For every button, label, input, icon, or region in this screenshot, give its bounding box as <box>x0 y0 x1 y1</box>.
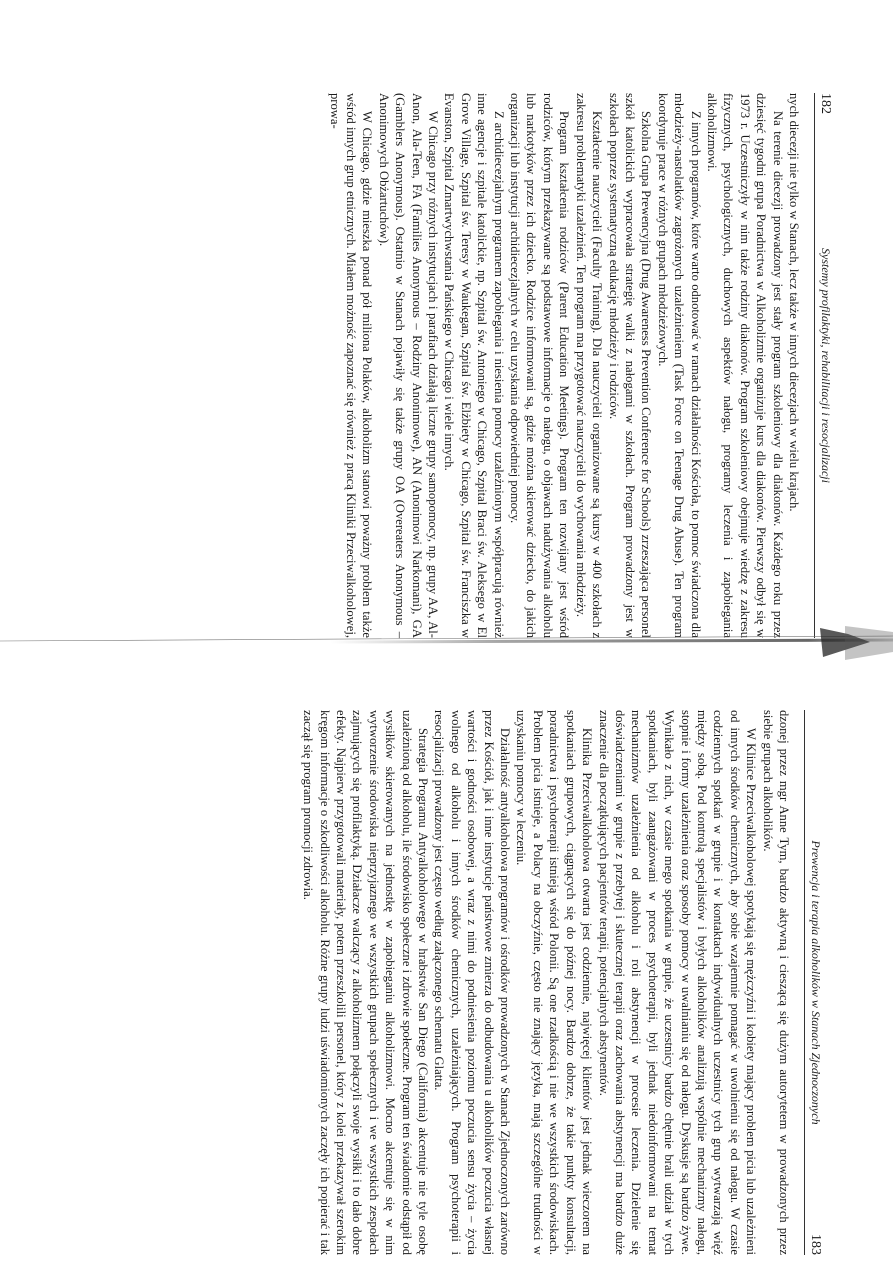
left-running-title: Systemy profilaktyki, rehabilitacji i resocjalizacji <box>819 248 833 483</box>
left-paragraph: Szkolna Grupa Prewencyjna (Drug Awareness Prevention Conference for Schools) zrzeszająca personel szkół katolickich wypracowała strategię walki z nałogami w szkołach. Program prowadzony jest w szkołach poprzez systematyczną edukację młodzieży i rodziców. <box>606 93 654 638</box>
right-running-title: Prewencja i terapia alkoholików w Stanach Zjednoczonych <box>809 840 823 1125</box>
right-paragraph: dzonej przez mgr Anne Tym, bardzo aktywną i cieszącą się dużym autorytetem w prowadzonych przez siebie grupach alkoholików. <box>760 710 791 1255</box>
left-running-head <box>814 93 833 638</box>
right-paragraph: Strategia Programu Antyalkoholowego w hrabstwie San Diego (California) akcentuje nie tyle osobę uzależnioną od alkoholu, ile środowisko społeczne i zdrowie społeczne. Program ten świadomie odstąpił od wysiłków skierowanych na jednostkę w zapobieganiu alkoholizmowi. Mocno akcentuje się w nim wytworzenie środowiska nieprzyjaznego we wszystkich grupach społecznych i we wszystkich zespołach zajmujących się profilaktyką. Działacze walczący z alkoholizmem połączyli swoje wysiłki i to dało dobre efekty. Najpierw przygotowali materiały, potem przeszkolili personel, który z kolei przekazywał szerokim kręgom informacje o szkodliwości alkoholu. Różne grupy ludzi uświadomionych zaczęły ich popierać i tak zaczął się program promocji zdrowia. <box>301 710 431 1255</box>
right-page-number: 183 <box>808 1234 823 1255</box>
left-paragraph: W Chicago, gdzie mieszka ponad pół miliona Polaków, alkoholizm stanowi poważny problem także wśród innych grup etnicznych. Miałem możność zapoznać się również z pracą Kliniki Przeciwalkoholowej, prowa- <box>327 93 375 638</box>
right-paragraph: Działalność antyalkoholowa programów i ośrodków prowadzonych w Stanach Zjednoczonych zarówno przez Kościół, jak i inne instytucje państwowe zmierza do odbudowania u alkoholików poczucia własnej wartości i godności osobowej, a wraz z nimi do podniesienia poziomu poczucia sensu życia – życia wolnego od alkoholu i innych środków chemicznych, uzależniających. Program psychoterapii i resocjalizacji prowadzony jest często według załączonego schematu Glatta. <box>432 710 513 1255</box>
left-page <box>61 93 833 638</box>
left-paragraph: Z archidiecezjalnym programem zapobiegania i niesienia pomocy uzależnionym współpracują również inne agencje i szpitale katolickie, np. Szpital św. Antoniego w Chicago, Szpital Braci św. Aleksego w El Grove Village, Szpital św. Teresy w Waukegan, Szpital św. Elżbiety w Chicago, Szpital św. Franciszka w Evanston, Szpital Zmartwychwstania Pańskiego w Chicago i wiele innych. <box>442 93 506 638</box>
right-page <box>51 710 823 1255</box>
right-running-head <box>804 710 823 1255</box>
left-paragraph: Na terenie diecezji prowadzony jest stały program szkoleniowy dla diakonów. Każdego roku przez dziesięć tygodni grupa Poradnictwa w Alkoholizmie organizuje kurs dla diakonów. Pierwszy odbył się w 1973 r. Uczestniczyły w nim także rodziny diakonów. Program szkoleniowy obejmuje wiedzę z zakresu fizycznych, psychologicznych, duchowych aspektów nałogu, programy leczenia i zapobiegania alkoholizmowi. <box>704 93 785 638</box>
left-paragraph: Program kształcenia rodziców (Parent Education Meetings). Program ten rozwijany jest wśród rodziców, którym przekazywane są podstawowe informacje o nałogu, o objawach nadużywania alkoholu lub narkotyków przez ich dziecko. Rodzice informowani są, gdzie można skierować dziecko, do jakich organizacji lub instytucji archidiecezjalnych w celu uzyskania odpowiedniej pomocy. <box>508 93 572 638</box>
left-paragraph: Z innych programów, które warto odnotować w ramach działalności Kościoła, to pomoc świadczona dla młodzieży-nastolatków zagrożonych uzależnieniem (Task Force on Teenage Drug Abuse). Ten program koordynuje prace w różnych grupach młodzieżowych. <box>655 93 703 638</box>
left-page-number: 182 <box>818 93 833 114</box>
left-paragraph: Kształcenie nauczycieli (Faculty Training). Dla nauczycieli organizowane są kursy w 400 szkołach z zakresu problematyki uzależnień. Ten program ma przygotować nauczycieli do wychowania młodzieży. <box>573 93 605 638</box>
left-paragraph: W Chicago przy różnych instytucjach i parafiach działają liczne grupy samopomocy, np. grupy AA, Al-Anon, Ala-Teen, FA (Families Anonymous – Rodziny Anonimowe), AN (Anonimowi Narkomani), GA (Gamblers Anonymous). Ostatnio w Stanach pojawiły się także grupy OA (Overeaters Anonymous – Anonimowych Obżartuchów). <box>376 93 441 638</box>
right-paragraph: W Klinice Przeciwalkoholowej spotykają się mężczyźni i kobiety mający problem picia lub uzależnieni od innych środków chemicznych, aby sobie wzajemnie pomagać w uwolnieniu się od nałogu. W czasie codziennych spotkań w grupie i w kontaktach indywidualnych uczestnicy tych grup wytwarzają więź między sobą. Pod kontrolą specjalistów i byłych alkoholików analizują wspólnie mechanizmy nałogu, stopnie i formy uzależnienia oraz sposoby pomocy w uwalnianiu się od nałogu. Dyskusje są bardzo żywe. Wynikało z nich, w czasie mego spotkania w grupie, że uczestnicy bardzo chętnie brali udział w tych spotkaniach, byli zaangażowani w proces psychoterapii, byli jednak niedoinformowani na temat mechanizmów uzależnienia od alkoholu i roli abstynencji w procesie leczenia. Dzielenie się doświadczeniami w grupie z przebytej i skutecznej terapii oraz zachowania abstynencji ma bardzo duże znaczenie dla początkujących pacjentów terapii, potencjalnych abstynentów. <box>596 710 759 1255</box>
left-paragraph: nych diecezji nie tylko w Stanach, lecz także w innych diecezjach w wielu krajach. <box>787 93 801 512</box>
left-page-body <box>326 93 802 638</box>
right-page-body <box>300 710 792 1255</box>
right-paragraph: Klinika Przeciwalkoholowa otwarta jest codziennie, najwięcej klientów jest jednak wieczorem na spotkaniach grupowych, ciągnących się do późnej nocy. Bardzo dobrze, że takie punkty konsultacji, poradnictwa i psychoterapii istnieją wśród Polonii. Są one rzadkością i nie we wszystkich środowiskach. Problem picia istnieje, a Polacy na obczyźnie, często nie znający języka, mają szczególne trudności w uzyskaniu pomocy w leczeniu. <box>514 710 595 1255</box>
